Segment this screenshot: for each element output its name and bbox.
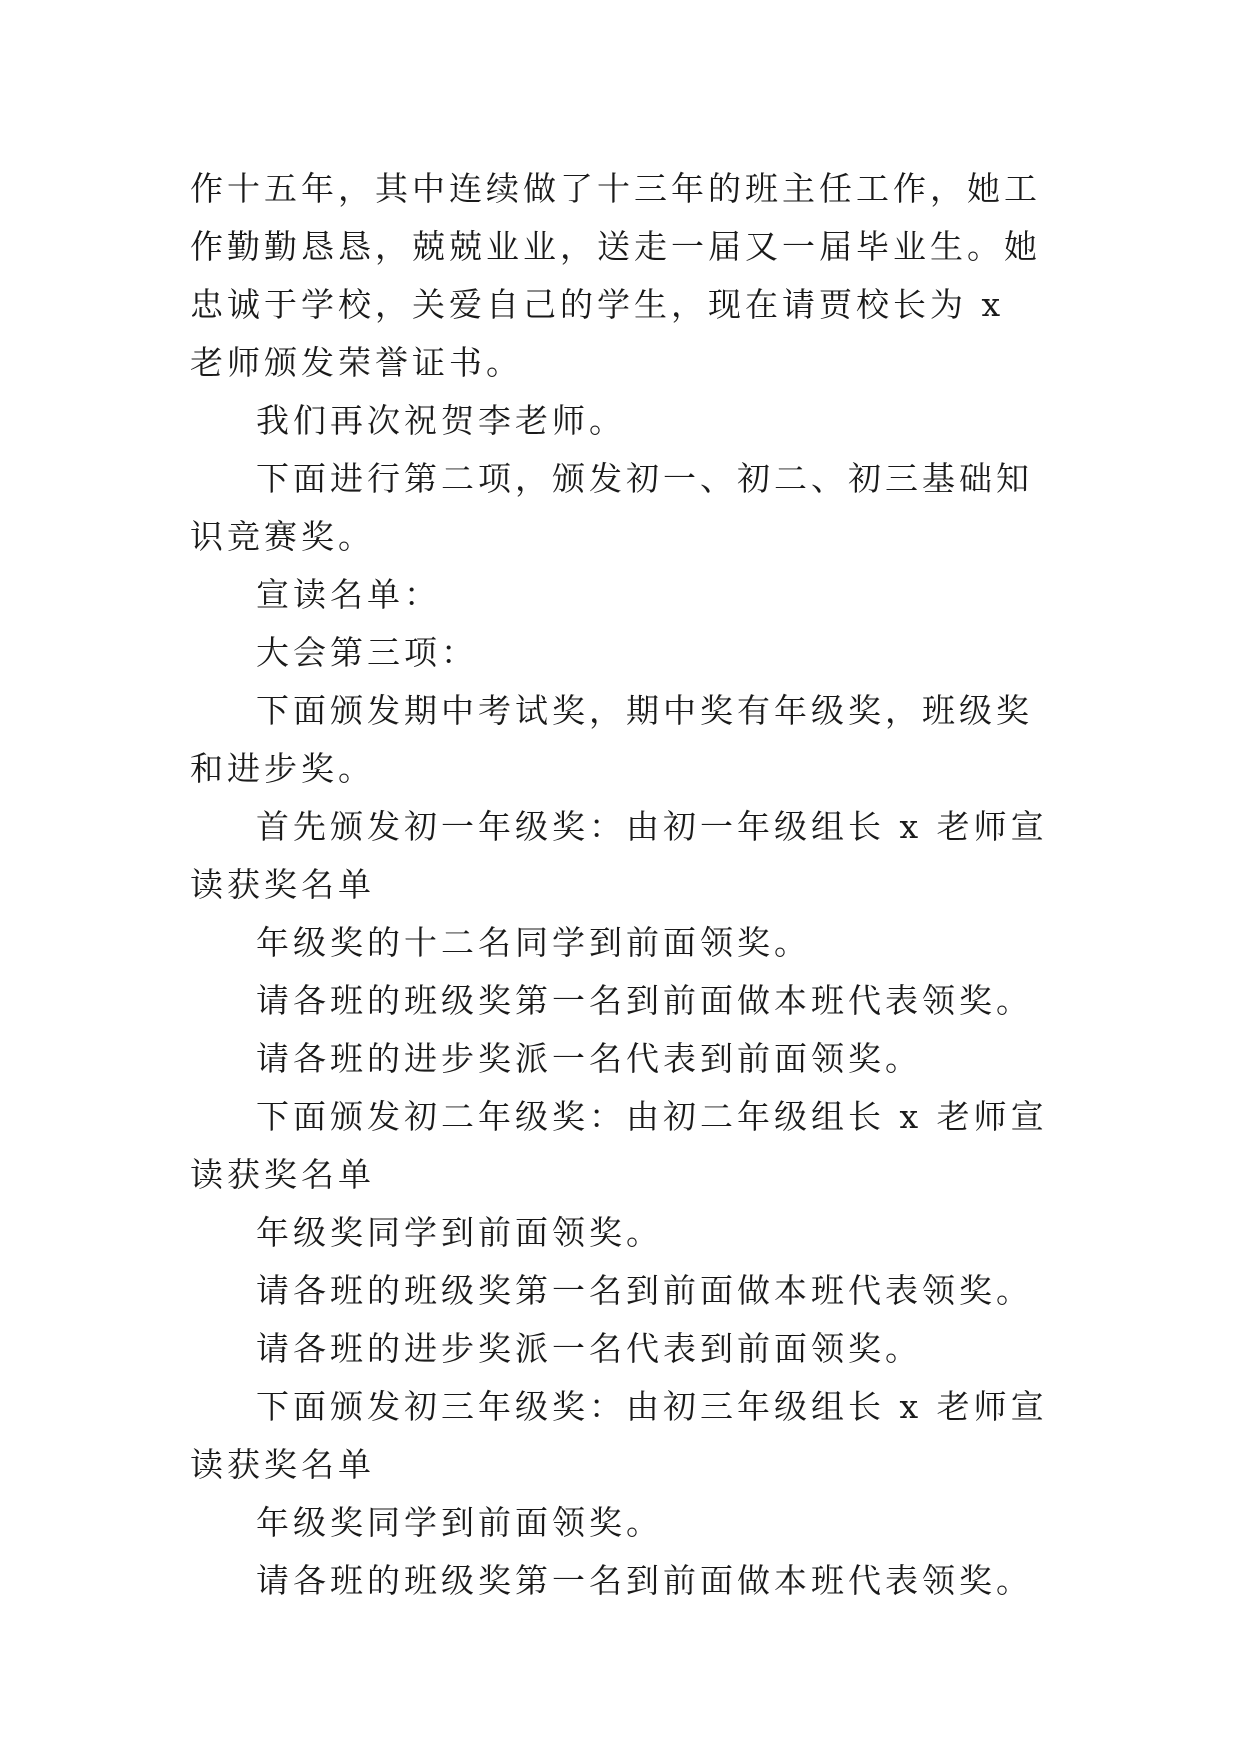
paragraph: 宣读名单： — [256, 575, 441, 614]
paragraph: 请各班的班级奖第一名到前面做本班代表领奖。 — [256, 981, 1033, 1020]
paragraph: 请各班的班级奖第一名到前面做本班代表领奖。 — [256, 1561, 1033, 1600]
paragraph: 大会第三项： — [256, 633, 478, 672]
paragraph: 下面进行第二项，颁发初一、初二、初三基础知识竞赛奖。 — [190, 459, 1033, 556]
paragraph: 下面颁发期中考试奖，期中奖有年级奖，班级奖和进步奖。 — [190, 691, 1033, 788]
paragraph: 下面颁发初三年级奖：由初三年级组长 x 老师宣读获奖名单 — [190, 1387, 1048, 1484]
document-body — [190, 160, 1050, 1610]
paragraph: 下面颁发初二年级奖：由初二年级组长 x 老师宣读获奖名单 — [190, 1097, 1048, 1194]
paragraph: 我们再次祝贺李老师。 — [256, 401, 626, 440]
paragraph: 请各班的班级奖第一名到前面做本班代表领奖。 — [256, 1271, 1033, 1310]
paragraph: 首先颁发初一年级奖：由初一年级组长 x 老师宣读获奖名单 — [190, 807, 1048, 904]
paragraph: 年级奖同学到前面领奖。 — [256, 1503, 663, 1542]
paragraph: 请各班的进步奖派一名代表到前面领奖。 — [256, 1039, 922, 1078]
paragraph: 年级奖同学到前面领奖。 — [256, 1213, 663, 1252]
paragraph: 年级奖的十二名同学到前面领奖。 — [256, 923, 811, 962]
paragraph: 请各班的进步奖派一名代表到前面领奖。 — [256, 1329, 922, 1368]
paragraph-continuation: 作十五年，其中连续做了十三年的班主任工作，她工作勤勤恳恳，兢兢业业，送走一届又一届毕业生。她忠诚于学校，关爱自己的学生，现在请贾校长为 x 老师颁发荣誉证书。 — [190, 169, 1041, 382]
